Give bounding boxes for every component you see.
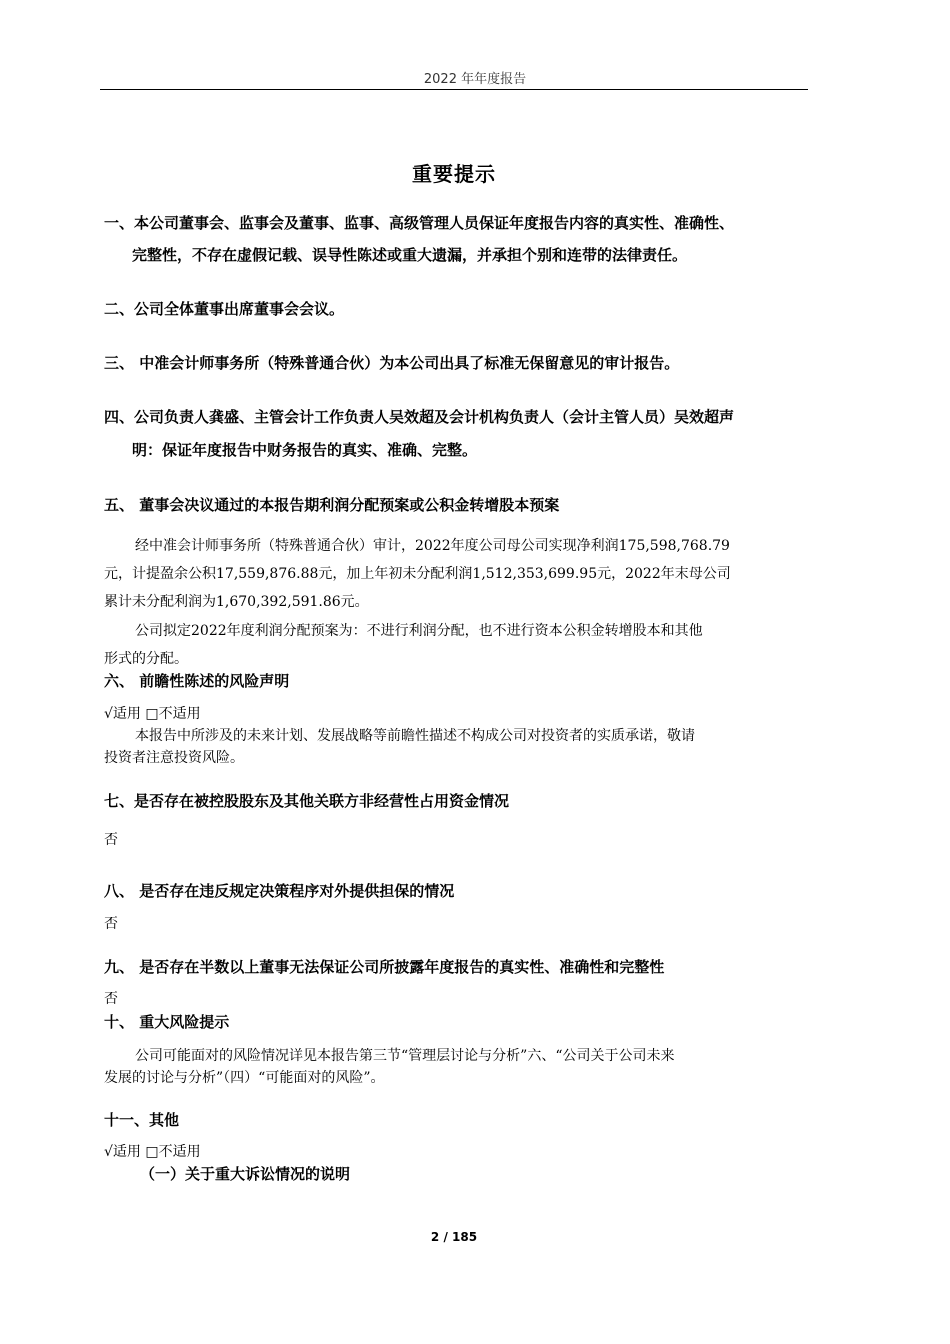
section-9-heading: 九、 是否存在半数以上董事无法保证公司所披露年度报告的真实性、准确性和完整性 [104, 958, 665, 976]
section-5-para-1-line-2: 元，计提盈余公积17,559,876.88元，加上年初未分配利润1,512,353,699.95元，2022年末母公司 [104, 566, 731, 582]
section-6-para-line-2: 投资者注意投资风险。 [104, 750, 244, 766]
header-divider [100, 89, 808, 90]
section-11-subheading: （一）关于重大诉讼情况的说明 [140, 1165, 351, 1183]
section-5-para-1-line-3: 累计未分配利润为1,670,392,591.86元。 [104, 594, 369, 610]
section-5-heading: 五、 董事会决议通过的本报告期利润分配预案或公积金转增股本预案 [104, 496, 560, 514]
section-8-answer: 否 [104, 916, 118, 932]
section-9-answer: 否 [104, 991, 118, 1007]
section-5-para-1-line-1: 经中准会计师事务所（特殊普通合伙）审计，2022年度公司母公司实现净利润175,598,768.79 [135, 538, 730, 554]
section-10-para-line-2: 发展的讨论与分析”（四）“可能面对的风险”。 [104, 1070, 385, 1086]
section-11-heading: 十一、其他 [104, 1111, 180, 1129]
section-5-para-2-line-1: 公司拟定2022年度利润分配预案为：不进行利润分配，也不进行资本公积金转增股本和其他 [135, 623, 703, 639]
section-6-options: √适用 □不适用 [104, 706, 201, 722]
section-6-para-line-1: 本报告中所涉及的未来计划、发展战略等前瞻性描述不构成公司对投资者的实质承诺，敬请 [135, 728, 695, 744]
section-1-line-1: 一、本公司董事会、监事会及董事、监事、高级管理人员保证年度报告内容的真实性、准确性、 [104, 214, 735, 232]
section-10-para-line-1: 公司可能面对的风险情况详见本报告第三节“管理层讨论与分析”六、“公司关于公司未来 [135, 1048, 675, 1064]
section-4-line-1: 四、公司负责人龚盛、主管会计工作负责人吴效超及会计机构负责人（会计主管人员）吴效超声 [104, 408, 735, 426]
section-6-heading: 六、 前瞻性陈述的风险声明 [104, 672, 290, 690]
section-2-line-1: 二、公司全体董事出席董事会会议。 [104, 300, 345, 318]
section-8-heading: 八、 是否存在违反规定决策程序对外提供担保的情况 [104, 882, 455, 900]
section-1-line-2: 完整性，不存在虚假记载、误导性陈述或重大遗漏，并承担个别和连带的法律责任。 [132, 246, 688, 264]
section-10-heading: 十、 重大风险提示 [104, 1013, 230, 1031]
section-4-line-2: 明：保证年度报告中财务报告的真实、准确、完整。 [132, 441, 478, 459]
section-7-heading: 七、是否存在被控股股东及其他关联方非经营性占用资金情况 [104, 792, 510, 810]
section-5-para-2-line-2: 形式的分配。 [104, 651, 188, 667]
page-number: 2 / 185 [430, 1230, 478, 1244]
page-header: 2022 年年度报告 [423, 72, 527, 87]
page-title: 重要提示 [412, 162, 496, 186]
section-3-line-1: 三、 中准会计师事务所（特殊普通合伙）为本公司出具了标准无保留意见的审计报告。 [104, 354, 680, 372]
section-7-answer: 否 [104, 832, 118, 848]
section-11-options: √适用 □不适用 [104, 1144, 201, 1160]
